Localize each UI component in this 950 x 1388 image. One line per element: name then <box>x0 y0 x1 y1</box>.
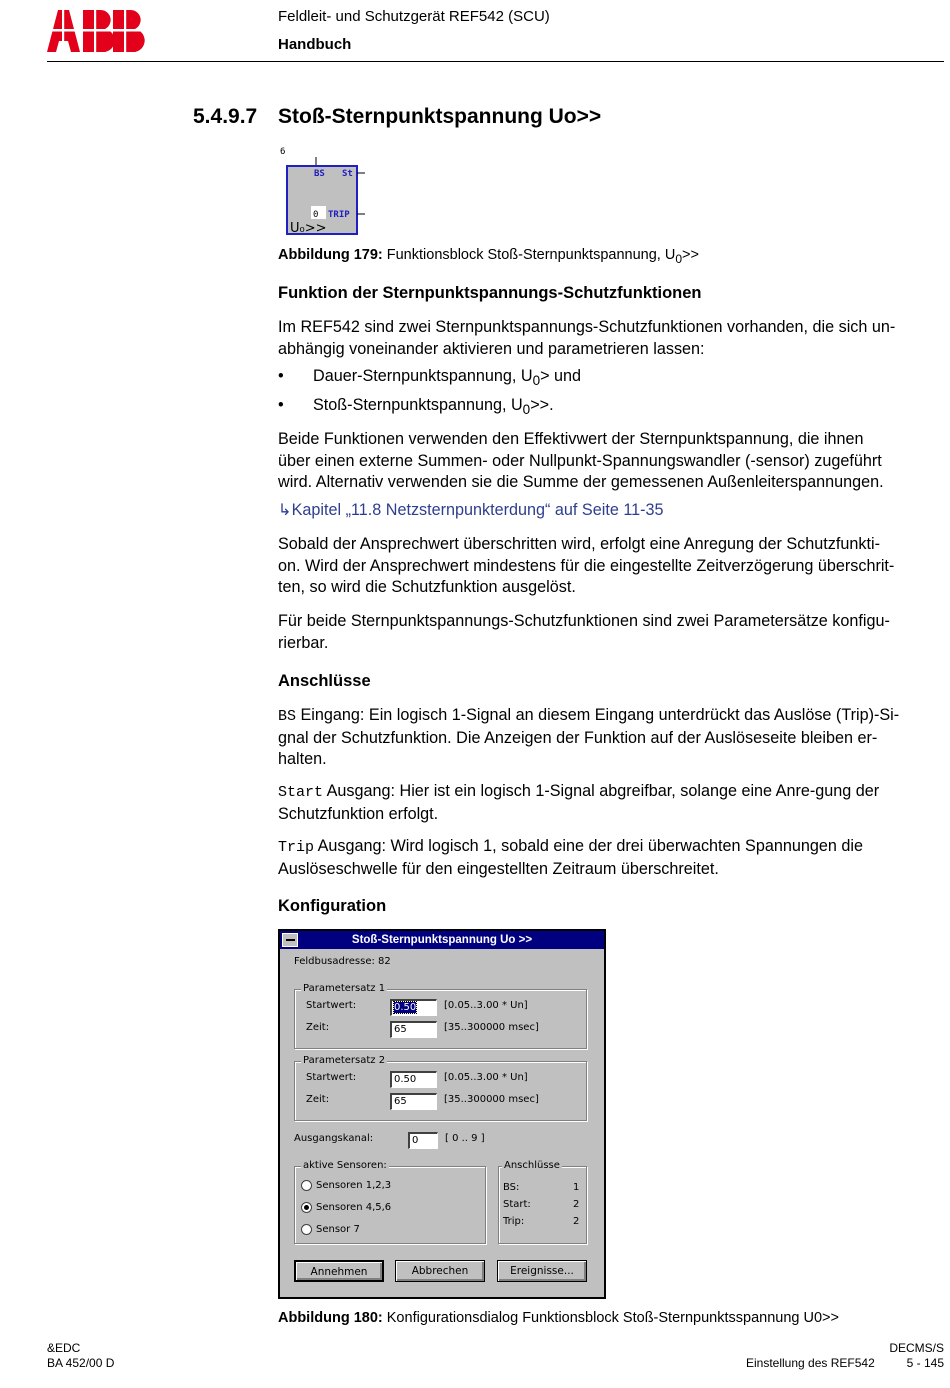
sensor-option-2: Sensoren 4,5,6 <box>316 1202 392 1213</box>
trip-description <box>278 836 948 880</box>
crossref-link[interactable] <box>278 500 664 520</box>
bs-line-2: gnal der Schutzfunktion. Die Anzeigen der Funktion auf der Auslöseseite bleiben er- <box>278 728 878 747</box>
config-dialog <box>278 929 606 1299</box>
paragraph-intro-line-2: abhängig voneinander aktivieren und parametrieren lassen: <box>278 339 705 358</box>
bullet-text-end: >>. <box>530 396 554 414</box>
footer-left-2: BA 452/00 D <box>47 1356 115 1370</box>
paragraph-line: rierbar. <box>278 633 329 652</box>
trip-line-1: Ausgang: Wird logisch 1, sobald eine der drei überwachten Spannungen die <box>314 837 863 855</box>
connection-bs-value: 1 <box>573 1182 580 1193</box>
block-output-st: St <box>342 169 353 179</box>
connections-group-label: Anschlüsse <box>504 1160 560 1171</box>
footer-right-1: DECMS/S <box>889 1341 944 1355</box>
figure-180-caption <box>278 1310 839 1326</box>
start-line-1: Ausgang: Hier ist ein logisch 1-Signal abgreifbar, solange eine Anre-gung der <box>323 782 880 800</box>
footer-right-2: Einstellung des REF542 <box>746 1356 875 1370</box>
ps2-startwert-range: [0.05..3.00 * Un] <box>444 1072 528 1083</box>
block-input-bs: BS <box>314 169 325 179</box>
paragraph-trigger <box>278 534 948 599</box>
paragraph-line: über einen externe Summen- oder Nullpunkt-Spannungswandler (-sensor) zugeführt <box>278 451 882 470</box>
page-number: 5 - 145 <box>906 1356 944 1370</box>
connection-bs-label: BS: <box>503 1182 520 1193</box>
ausgangskanal-range: [ 0 .. 9 ] <box>445 1133 485 1144</box>
figure-179-text: Funktionsblock Stoß-Sternpunktspannung, U <box>386 247 676 263</box>
paragraph-line: wird. Alternativ verwenden sie die Summe der gemessenen Außenleiterspannungen. <box>278 473 884 491</box>
bullet-text-end: > und <box>540 367 582 385</box>
bullet-item-2 <box>278 396 554 417</box>
ps2-zeit-label: Zeit: <box>306 1094 330 1105</box>
figure-179-label: Abbildung 179: <box>278 247 383 263</box>
figure-179-suffix: >> <box>682 247 699 263</box>
function-block-diagram <box>280 143 370 238</box>
crossref-text: Kapitel „11.8 Netzsternpunkterdung“ auf Seite 11-35 <box>291 501 664 519</box>
bullet-text: Stoß-Sternpunktspannung, U <box>313 396 523 414</box>
cancel-button[interactable]: Abbrechen <box>395 1260 485 1282</box>
connection-start-label: Start: <box>503 1199 531 1210</box>
events-button[interactable]: Ereignisse... <box>497 1260 587 1282</box>
paragraph-intro <box>278 317 948 360</box>
parameterset-2-label: Parametersatz 2 <box>303 1055 386 1066</box>
bs-description <box>278 705 948 771</box>
figure-179-caption <box>278 247 699 266</box>
start-description <box>278 781 948 825</box>
sensor-radio-3[interactable] <box>301 1224 312 1235</box>
document-subtitle: Handbuch <box>278 36 352 53</box>
bullet-item-1 <box>278 367 581 388</box>
dialog-title: Stoß-Sternpunktspannung Uo >> <box>351 934 533 946</box>
start-code: Start <box>278 784 324 801</box>
ausgangskanal-label: Ausgangskanal: <box>294 1133 374 1144</box>
bs-code: BS <box>278 708 297 725</box>
ps2-zeit-input[interactable]: 65 <box>390 1093 437 1110</box>
ps1-zeit-label: Zeit: <box>306 1022 330 1033</box>
ps1-zeit-range: [35..300000 msec] <box>444 1022 539 1033</box>
paragraph-line: on. Wird der Ansprechwert mindestens für die eingestellte Zeitverzögerung überschrit- <box>278 556 895 575</box>
sensor-option-1: Sensoren 1,2,3 <box>316 1180 392 1191</box>
paragraph-line: Sobald der Ansprechwert überschritten wird, erfolgt eine Anregung der Schutzfunkti- <box>278 535 880 553</box>
connection-trip-value: 2 <box>573 1216 580 1227</box>
header-rule <box>47 61 944 62</box>
bullet-marker: • <box>278 396 284 414</box>
ps1-startwert-range: [0.05..3.00 * Un] <box>444 1000 528 1011</box>
block-value: 0 <box>313 210 319 220</box>
ps1-zeit-input[interactable]: 65 <box>390 1021 437 1038</box>
paragraph-line: Für beide Sternpunktspannungs-Schutzfunktionen sind zwei Parametersätze konfigu- <box>278 612 890 630</box>
paragraph-parametersets <box>278 611 948 654</box>
bs-line-1: Eingang: Ein logisch 1-Signal an diesem Eingang unterdrückt das Auslöse (Trip)-Si- <box>296 706 900 724</box>
block-name: U₀>> <box>290 221 327 236</box>
bullet-sub: 0 <box>532 373 541 389</box>
parameterset-1-group <box>294 983 587 1049</box>
paragraph-line: ten, so wird die Schutzfunktion ausgelöst. <box>278 578 576 596</box>
trip-code: Trip <box>278 839 315 856</box>
ps2-startwert-label: Startwert: <box>306 1072 357 1083</box>
ps2-startwert-input[interactable]: 0.50 <box>390 1071 437 1088</box>
dialog-title-bar <box>280 931 604 949</box>
figure-179-sub: 0 <box>675 251 683 266</box>
crossref-arrow-icon: ↳ <box>278 501 292 519</box>
block-index: 6 <box>280 147 286 157</box>
figure-180-text: Konfigurationsdialog Funktionsblock Stoß-Sternpunktsspannung U0>> <box>386 1310 839 1326</box>
sensor-radio-2[interactable] <box>301 1202 312 1213</box>
paragraph-intro-line-1: Im REF542 sind zwei Sternpunktspannungs-Schutzfunktionen vorhanden, die sich un- <box>278 318 896 336</box>
ps1-startwert-input[interactable]: 0.50 <box>390 999 437 1016</box>
document-title: Feldleit- und Schutzgerät REF542 (SCU) <box>278 8 550 25</box>
parameterset-1-label: Parametersatz 1 <box>303 983 386 994</box>
connection-start-value: 2 <box>573 1199 580 1210</box>
paragraph-effective-value <box>278 429 948 494</box>
bs-line-3: halten. <box>278 750 327 768</box>
bullet-sub: 0 <box>522 402 531 418</box>
sensor-radio-1[interactable] <box>301 1180 312 1191</box>
bullet-marker: • <box>278 367 284 385</box>
sensor-group-label: aktive Sensoren: <box>303 1160 387 1171</box>
system-menu-icon[interactable] <box>282 933 298 947</box>
block-output-trip: TRIP <box>328 210 350 220</box>
footer-left-1: &EDC <box>47 1341 81 1355</box>
start-line-2: Schutzfunktion erfolgt. <box>278 804 439 823</box>
paragraph-line: Beide Funktionen verwenden den Effektivwert der Sternpunktspannung, die ihnen <box>278 430 864 448</box>
heading-anschluesse: Anschlüsse <box>278 672 371 690</box>
connection-trip-label: Trip: <box>503 1216 525 1227</box>
feldbus-address: Feldbusadresse: 82 <box>294 956 391 967</box>
abb-logo <box>47 10 147 52</box>
section-number: 5.4.9.7 <box>193 105 258 128</box>
ps1-startwert-label: Startwert: <box>306 1000 357 1011</box>
ps2-zeit-range: [35..300000 msec] <box>444 1094 539 1105</box>
parameterset-2-group <box>294 1055 587 1121</box>
trip-line-2: Auslöseschwelle für den eingestellten Zeitraum überschreitet. <box>278 859 719 878</box>
sensor-option-3: Sensor 7 <box>316 1224 360 1235</box>
heading-function: Funktion der Sternpunktspannungs-Schutzfunktionen <box>278 284 702 302</box>
section-title: Stoß-Sternpunktspannung Uo>> <box>278 105 602 128</box>
bullet-text: Dauer-Sternpunktspannung, U <box>313 367 533 385</box>
ausgangskanal-input[interactable]: 0 <box>408 1132 438 1149</box>
figure-180-label: Abbildung 180: <box>278 1310 383 1326</box>
accept-button[interactable]: Annehmen <box>294 1260 384 1282</box>
heading-konfiguration: Konfiguration <box>278 897 387 915</box>
